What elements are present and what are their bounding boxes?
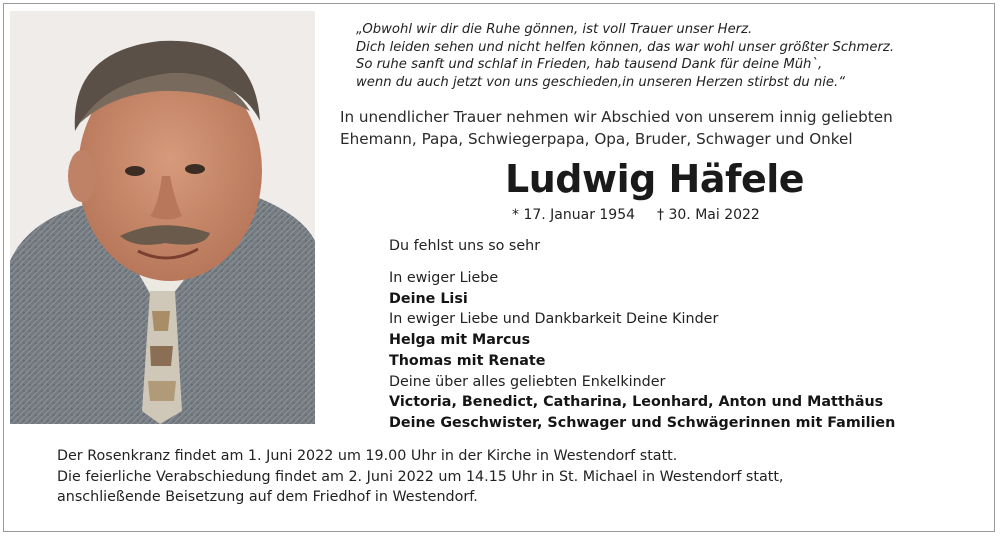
mourner-line: Deine Lisi — [389, 290, 468, 307]
mourner-line: Deine Geschwister, Schwager und Schwägerinnen mit Familien — [389, 414, 896, 431]
poem-line: wenn du auch jetzt von uns geschieden,in unseren Herzen stirbst du nie.“ — [356, 74, 846, 90]
poem-line: „Obwohl wir dir die Ruhe gönnen, ist voll Trauer unser Herz. — [356, 22, 753, 37]
service-notice — [57, 446, 977, 508]
life-dates — [512, 205, 760, 225]
notice-line: anschließende Beisetzung auf dem Friedhof in Westendorf. — [57, 489, 478, 505]
deceased-name: Ludwig Häfele — [505, 157, 805, 201]
poem-line: So ruhe sanft und schlaf in Frieden, hab tausend Dank für deine Müh`, — [356, 57, 823, 73]
mourner-line: Victoria, Benedict, Catharina, Leonhard, Anton und Matthäus — [389, 394, 884, 411]
death-date: † 30. Mai 2022 — [657, 207, 760, 223]
birth-date: * 17. Januar 1954 — [512, 207, 636, 223]
mourner-line: Deine über alles geliebten Enkelkinder — [389, 373, 666, 390]
intro-line: Ehemann, Papa, Schwiegerpapa, Opa, Bruder, Schwager und Onkel — [340, 130, 853, 148]
portrait-illustration — [10, 11, 315, 424]
memorial-poem — [356, 21, 986, 91]
mourner-line: In ewiger Liebe und Dankbarkeit Deine Kinder — [389, 311, 719, 328]
intro-line: In unendlicher Trauer nehmen wir Abschied von unserem innig geliebten — [340, 108, 893, 126]
mourners-list — [389, 268, 989, 434]
mourner-line: Helga mit Marcus — [389, 332, 531, 349]
notice-line: Die feierliche Verabschiedung findet am 2. Juni 2022 um 14.15 Uhr in St. Michael in Westendorf statt, — [57, 468, 784, 485]
portrait-photo — [10, 11, 315, 424]
poem-line: Dich leiden sehen und nicht helfen können, das war wohl unser größter Schmerz. — [356, 39, 895, 55]
mourner-line: In ewiger Liebe — [389, 270, 499, 286]
notice-line: Der Rosenkranz findet am 1. Juni 2022 um 19.00 Uhr in der Kirche in Westendorf statt. — [57, 448, 678, 464]
mourner-line: Thomas mit Renate — [389, 352, 546, 369]
farewell-intro — [340, 106, 990, 150]
missing-text: Du fehlst uns so sehr — [389, 238, 541, 254]
